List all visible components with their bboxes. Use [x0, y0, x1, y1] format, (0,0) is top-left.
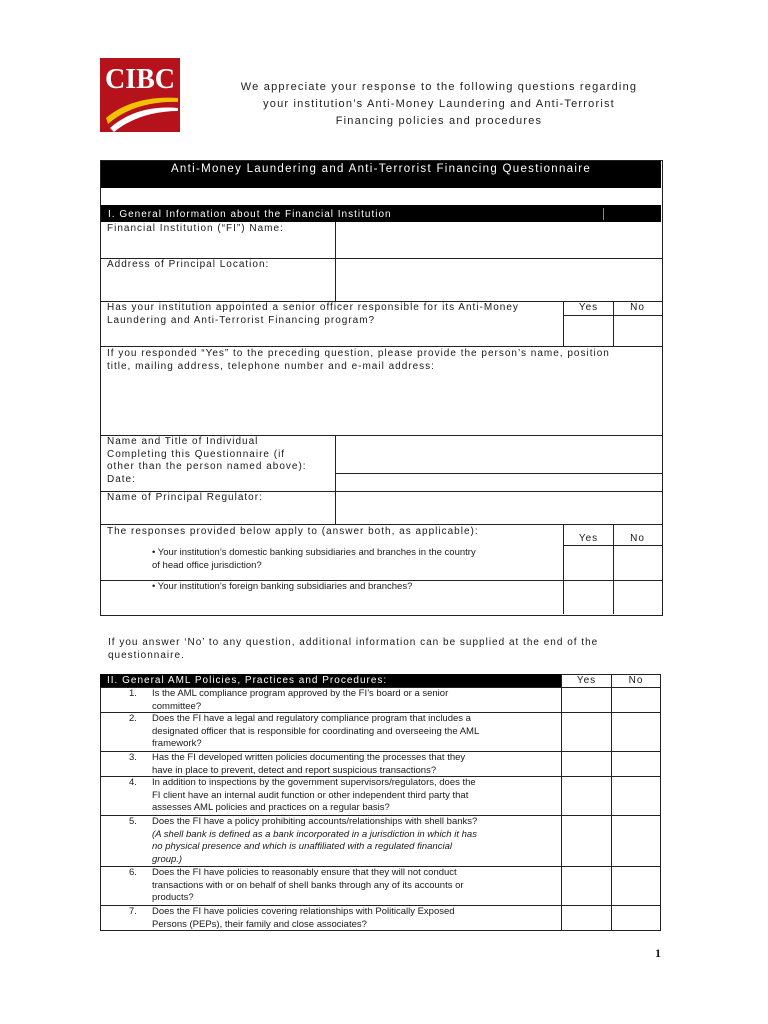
officer-followup — [107, 348, 610, 373]
regulator-field[interactable] — [336, 492, 661, 524]
q1-yes-checkbox[interactable] — [562, 688, 611, 712]
text-line: Is the AML compliance program approved by the FI’s board or a senior — [152, 688, 449, 699]
completer-label — [107, 436, 307, 474]
italic-note: no physical presence and which is unaffiliated with a regulated financial — [152, 841, 452, 852]
domestic-yes-checkbox[interactable] — [564, 546, 613, 580]
question-number: 6. — [129, 867, 137, 878]
italic-note: group.) — [152, 853, 183, 865]
cibc-logo — [100, 58, 180, 132]
text-line: • Your institution’s foreign banking subsidiaries and branches? — [152, 581, 413, 592]
intro-line: your institution’s Anti-Money Laundering and Anti-Terrorist — [263, 98, 615, 110]
q2-no-checkbox[interactable] — [612, 713, 660, 751]
question-number: 4. — [129, 777, 137, 788]
question-text — [152, 752, 465, 777]
yes-header: Yes — [578, 302, 599, 313]
foreign-no-checkbox[interactable] — [614, 581, 661, 614]
text-line: of head office jurisdiction? — [152, 559, 262, 571]
text-line: questionnaire. — [108, 649, 185, 661]
header-marker — [603, 208, 604, 220]
text-line: Has your institution appointed a senior officer responsible for its Anti-Money — [107, 302, 519, 313]
officer-yes-checkbox[interactable] — [564, 316, 613, 346]
col-divider — [100, 687, 101, 931]
text-line — [152, 841, 477, 854]
q4-no-checkbox[interactable] — [612, 777, 660, 815]
intro-line: We appreciate your response to the following questions regarding — [240, 81, 638, 93]
address-field[interactable] — [336, 259, 661, 301]
question-number: 7. — [129, 906, 137, 917]
q7-no-checkbox[interactable] — [612, 906, 660, 930]
apply-item-domestic — [152, 547, 476, 572]
answer-note — [108, 637, 598, 662]
text-line: Does the FI have policies covering relationships with Politically Exposed — [152, 906, 455, 917]
text-line — [152, 854, 477, 867]
question-text — [152, 906, 455, 931]
text-line: If you answer ‘No’ to any question, additional information can be supplied at the end of the — [108, 637, 599, 648]
text-line: In addition to inspections by the government supervisors/regulators, does the — [152, 777, 476, 788]
q6-yes-checkbox[interactable] — [562, 867, 611, 905]
q3-yes-checkbox[interactable] — [562, 752, 611, 776]
text-line: Does the FI have a policy prohibiting accounts/relationships with shell banks? — [152, 816, 478, 827]
domestic-no-checkbox[interactable] — [614, 546, 661, 580]
question-text — [152, 777, 476, 815]
text-line: framework? — [152, 738, 202, 749]
text-line: Completing this Questionnaire (if — [107, 448, 286, 460]
yes-header: Yes — [578, 533, 599, 544]
no-header: No — [630, 302, 645, 313]
text-line: title, mailing address, telephone number and e-mail address: — [107, 360, 435, 372]
text-line: assesses AML policies and practices on a regular basis? — [152, 802, 390, 813]
date-label: Date: — [107, 474, 136, 485]
q2-yes-checkbox[interactable] — [562, 713, 611, 751]
italic-note: (A shell bank is defined as a bank incorporated in a jurisdiction in which it has — [152, 828, 477, 840]
q6-no-checkbox[interactable] — [612, 867, 660, 905]
question-text — [152, 688, 448, 713]
text-line: Has the FI developed written policies documenting the processes that they — [152, 752, 466, 763]
yes-header: Yes — [576, 675, 597, 686]
text-line: have in place to prevent, detect and report suspicious transactions? — [152, 764, 437, 776]
text-line: other than the person named above): — [107, 461, 307, 472]
fi-name-field[interactable] — [336, 223, 661, 258]
text-line: FI client have an internal audit function or other independent third party that — [152, 789, 469, 801]
section2-heading: II. General AML Policies, Practices and Procedures: — [107, 675, 388, 686]
row-divider — [100, 524, 662, 525]
text-line: Persons (PEPs), their family and close associates? — [152, 918, 367, 930]
text-line: Laundering and Anti-Terrorist Financing program? — [107, 314, 376, 326]
text-line: Does the FI have policies to reasonably ensure that they will not conduct — [152, 867, 457, 878]
question-text — [152, 816, 477, 866]
fi-name-label: Financial Institution (“FI”) Name: — [107, 223, 284, 234]
col-divider — [660, 674, 661, 931]
q1-no-checkbox[interactable] — [612, 688, 660, 712]
text-line — [152, 829, 477, 842]
question-number: 2. — [129, 713, 137, 724]
q4-yes-checkbox[interactable] — [562, 777, 611, 815]
apply-question: The responses provided below apply to (answer both, as applicable): — [107, 526, 479, 537]
text-line: If you responded “Yes” to the preceding question, please provide the person’s name, position — [107, 348, 610, 359]
text-line: committee? — [152, 700, 202, 712]
question-text — [152, 713, 479, 751]
intro-text — [220, 79, 658, 130]
text-line: products? — [152, 892, 194, 903]
question-text — [152, 867, 464, 905]
officer-question — [107, 302, 519, 327]
address-label: Address of Principal Location: — [107, 259, 270, 270]
text-line: • Your institution’s domestic banking subsidiaries and branches in the country — [152, 547, 476, 558]
page-title: Anti-Money Laundering and Anti-Terrorist Financing Questionnaire — [170, 163, 592, 175]
completer-field[interactable] — [336, 436, 661, 473]
q3-no-checkbox[interactable] — [612, 752, 660, 776]
apply-item-foreign — [152, 581, 412, 594]
q7-yes-checkbox[interactable] — [562, 906, 611, 930]
officer-no-checkbox[interactable] — [614, 316, 661, 346]
no-header: No — [630, 533, 645, 544]
logo-text: CIBC — [104, 64, 175, 95]
foreign-yes-checkbox[interactable] — [564, 581, 613, 614]
text-line: transactions with or on behalf of shell banks through any of its accounts or — [152, 879, 464, 891]
officer-details-field[interactable] — [101, 374, 661, 434]
text-line: Name and Title of Individual — [107, 436, 259, 447]
no-header: No — [628, 675, 644, 686]
question-number: 3. — [129, 752, 137, 763]
q5-no-checkbox[interactable] — [612, 816, 660, 866]
section1-heading: I. General Information about the Financial Institution — [108, 209, 392, 220]
regulator-label: Name of Principal Regulator: — [107, 492, 263, 503]
date-field[interactable] — [336, 474, 661, 491]
text-line: designated officer that is responsible for coordinating and overseeing the AML — [152, 725, 480, 737]
row-divider — [100, 346, 662, 347]
question-number: 5. — [129, 816, 137, 827]
text-line: Does the FI have a legal and regulatory compliance program that includes a — [152, 713, 471, 724]
question-number: 1. — [129, 688, 137, 699]
q5-yes-checkbox[interactable] — [562, 816, 611, 866]
intro-line: Financing policies and procedures — [335, 115, 543, 127]
page-number: 1 — [655, 946, 661, 960]
